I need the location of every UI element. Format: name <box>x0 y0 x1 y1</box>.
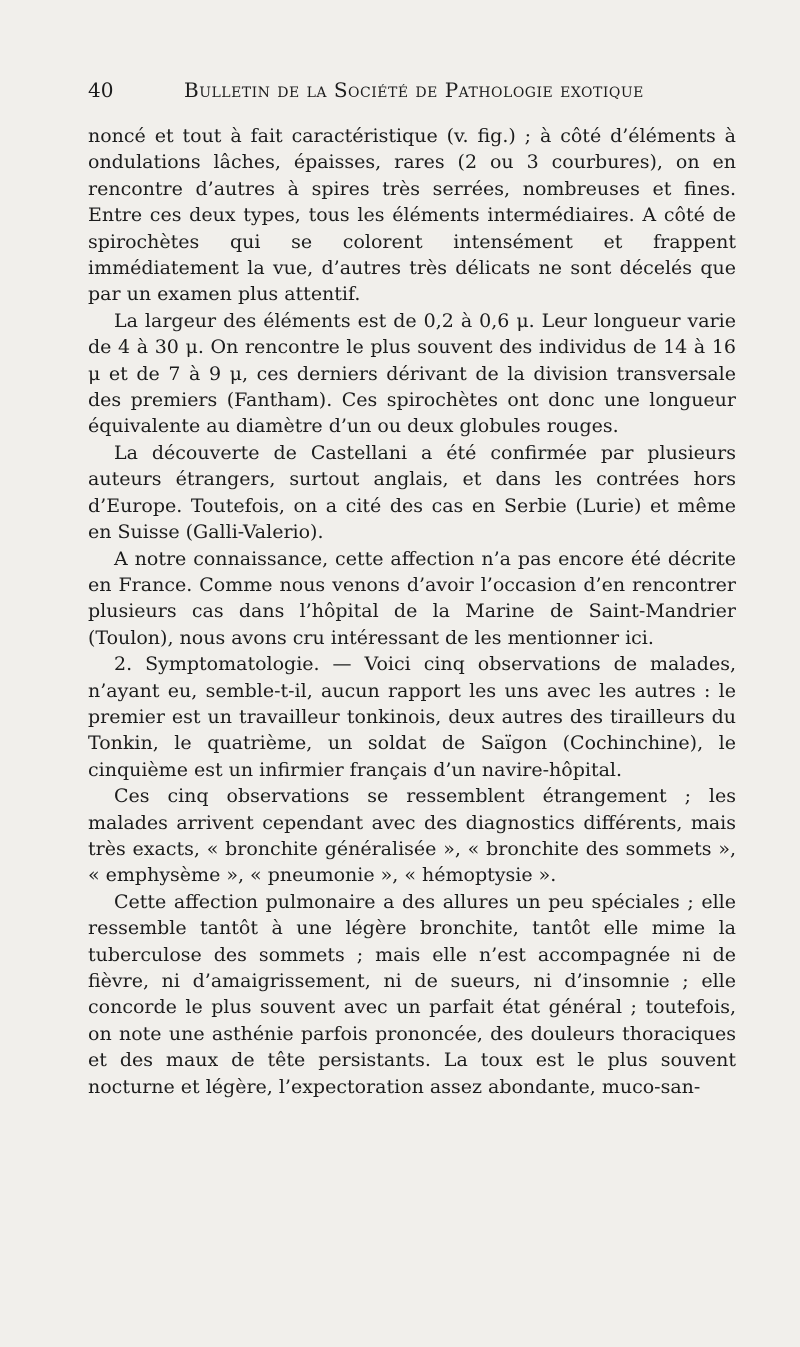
running-header <box>88 78 736 104</box>
paragraph-discovery: La découverte de Castellani a été confirmée par plusieurs auteurs étrangers, surtout anglais, et dans les contrées hors d’Europe. Toutefois, on a cité des cas en Serbie (Lurie) et même en Suisse (Galli-Valerio). <box>88 441 736 544</box>
paragraph-france: A notre connaissance, cette affection n’a pas encore été décrite en France. Comme nous venons d’avoir l’occasion d’en rencontrer plusieurs cas dans l’hôpital de la Marine de Saint-Mandrier (Toulon), nous avons cru intéressant de les mentionner ici. <box>88 547 736 649</box>
body-text <box>88 123 736 1100</box>
paragraph-dimensions: La largeur des éléments est de 0,2 à 0,6 μ. Leur longueur varie de 4 à 30 μ. On rencontre le plus souvent des individus de 14 à 16 μ et de 7 à 9 μ, ces derniers dérivant de la division transversale des premiers (Fantham). Ces spirochètes ont donc une longueur équivalente au diamètre d’un ou deux globules rouges. <box>88 309 736 438</box>
running-title: Bulletin de la Société de Pathologie exotique <box>184 78 644 102</box>
paragraph-continuation: noncé et tout à fait caractéristique (v. fig.) ; à côté d’éléments à ondulations lâches, épaisses, rares (2 ou 3 courbures), on en rencontre d’autres à spires très serrées, nombreuses et fines. Entre ces deux types, tous les éléments intermédiaires. A côté de spirochètes qui se colorent intensément et frappent immédiatement la vue, d’autres très délicats ne sont décelés que par un examen plus attentif. <box>88 125 736 306</box>
paragraph-observations: Ces cinq observations se ressemblent étrangement ; les malades arrivent cependant avec des diagnostics différents, mais très exacts, « bronchite généralisée », « bronchite des sommets », « emphysème », « pneumonie », « hémoptysie ». <box>88 785 736 887</box>
paragraph-affection: Cette affection pulmonaire a des allures un peu spéciales ; elle ressemble tantôt à une légère bronchite, tantôt elle mime la tuberculose des sommets ; mais elle n’est accompagnée ni de fièvre, ni d’amaigrissement, ni de sueurs, ni d’insomnie ; elle concorde le plus souvent avec un parfait état général ; toutefois, on note une asthénie parfois prononcée, des douleurs thoraciques et des maux de tête persistants. La toux est le plus souvent nocturne et légère, l’expectoration assez abondante, muco-san- <box>88 890 736 1098</box>
paragraph-symptomatology: 2. Symptomatologie. — Voici cinq observations de malades, n’ayant eu, semble-t-il, aucun rapport les uns avec les autres : le premier est un travailleur tonkinois, deux autres des tirailleurs du Tonkin, le quatrième, un soldat de Saïgon (Cochinchine), le cinquième est un infirmier français d’un navire-hôpital. <box>88 653 736 781</box>
page-number: 40 <box>88 78 114 102</box>
